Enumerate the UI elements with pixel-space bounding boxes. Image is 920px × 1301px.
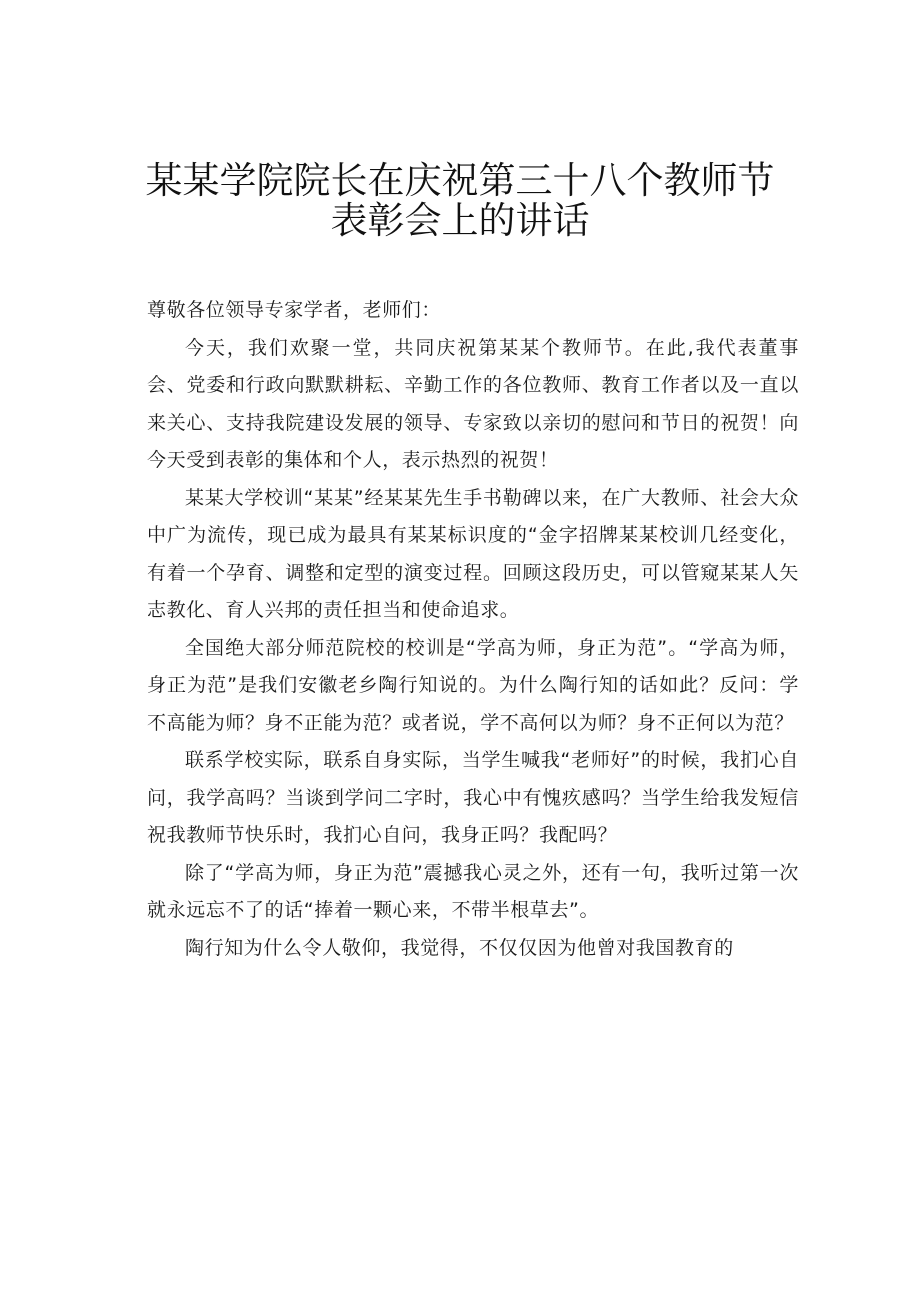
paragraph: 今天，我们欢聚一堂，共同庆祝第某某个教师节。在此,我代表董事会、党委和行政向默默耕耘、辛勤工作的各位教师、教育工作者以及一直以来关心、支持我院建设发展的领导、专家致以亲切的慰问和节日的祝贺！向今天受到表彰的集体和个人，表示热烈的祝贺！ [147,336,799,471]
salutation: 尊敬各位领导专家学者，老师们： [147,299,442,321]
paragraph: 全国绝大部分师范院校的校训是“学高为师，身正为范”。“学高为师，身正为范”是我们安徽老乡陶行知说的。为什么陶行知的话如此？反问：学不高能为师？身不正能为范？或者说，学不高何以为师？身不正何以为范？ [147,636,799,734]
document-title-line-1: 某某学院院长在庆祝第三十八个教师节 [145,159,775,202]
document-title-line-2: 表彰会上的讲话 [330,199,590,242]
paragraph: 某某大学校训“某某”经某某先生手书勒碑以来，在广大教师、社会大众中广为流传，现已成为最具有某某标识度的“金字招牌某某校训几经变化，有着一个孕育、调整和定型的演变过程。回顾这段历史，可以管窥某某人矢志教化、育人兴邦的责任担当和使命追求。 [147,486,799,621]
document-body [147,292,799,967]
paragraph: 联系学校实际，联系自身实际，当学生喊我“老师好”的时候，我扪心自问，我学高吗？当谈到学问二字时，我心中有愧疚感吗？当学生给我发短信祝我教师节快乐时，我扪心自问，我身正吗？我配吗？ [147,749,799,846]
paragraph: 陶行知为什么令人敬仰，我觉得，不仅仅因为他曾对我国教育的 [185,936,734,959]
paragraph: 除了“学高为师，身正为范”震撼我心灵之外，还有一句，我听过第一次就永远忘不了的话“捧着一颗心来，不带半根草去”。 [147,861,799,921]
